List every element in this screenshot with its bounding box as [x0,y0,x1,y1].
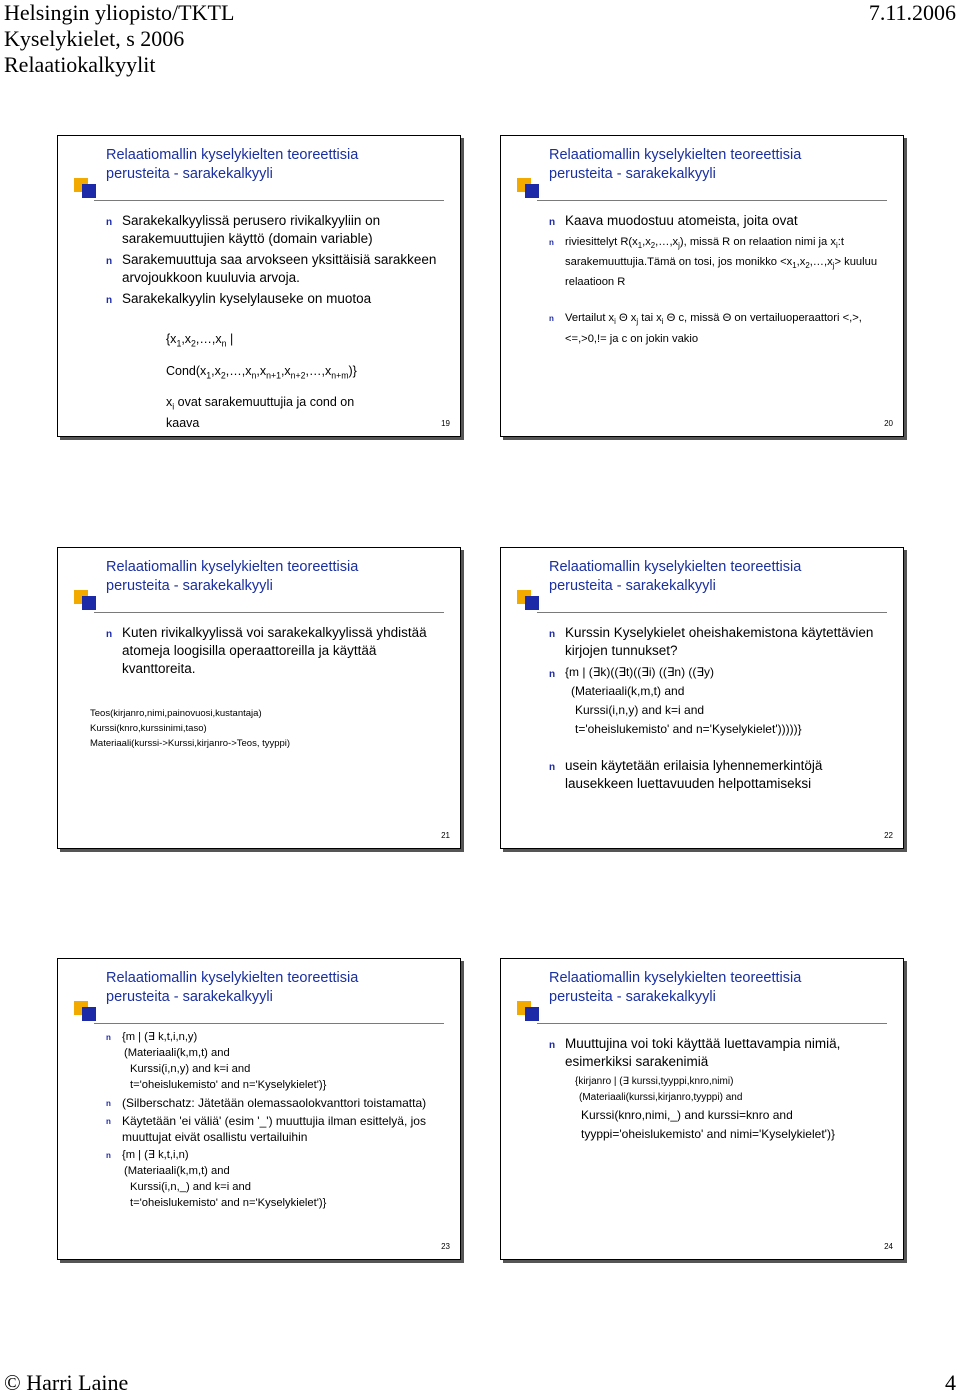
header-title: Kyselykielet, s 2006 [4,26,185,51]
slide-logo-icon [517,178,547,208]
slide-title: Relaatiomallin kyselykielten teoreettisia perusteita - sarakekalkyyli [549,559,802,594]
query-block: {kirjanro | (∃ kurssi,tyyppi,knro,nimi) (Materiaali(kurssi,kirjanro,tyyppi) and [575,1076,743,1103]
slide-body [106,212,446,311]
slide-23 [57,958,461,1260]
title-divider [537,612,887,613]
slide-number: 23 [441,1242,450,1251]
query-bullet: n {m | (∃ k,t,i,n) (Materiaali(k,m,t) and Kurssi(i,n,_) and k=i and t='oheislukemisto' and n='Kyselykielet')} [106,1147,446,1211]
slide-20 [500,135,904,437]
slide-body [106,624,446,681]
slide-logo-icon [517,1001,547,1031]
bullet: n Sarakemuuttuja saa arvokseen yksittäisiä sarakkeen arvojoukkoon kuuluvia arvoja. [106,251,446,287]
sub-bullet: n riviesittelyt $R(x_1,x_2,\dots,x_j)$, missä R on relaation nimi ja $x_i:t$ sarakemuuttujia.Tämä on tosi, jos monikko $<x_1,x_2,\dots,x_j>$ kuuluu relaatioon R [549,234,889,290]
slide-logo-icon [517,590,547,620]
query-bullet: n {m | (∃k)((∃t)((∃i) ((∃n) ((∃y) (Materiaali(k,m,t) and Kurssi(i,n,y) and k=i and t='oheislukemisto' and n='Kyselykielet')))))} [549,663,889,739]
footer-copyright: © Harri Laine [4,1370,129,1395]
bullet: n Kurssin Kyselykielet oheishakemistona käytettävien kirjojen tunnukset? [549,624,889,660]
footer-page-number: 4 [945,1370,956,1395]
title-divider [94,200,444,201]
header-course: Helsingin yliopisto/TKTL [4,0,235,25]
formula-note: $x_i$ ovat sarakemuuttujia ja cond on kaava [166,395,355,430]
slide-body [106,1029,446,1213]
slide-number: 22 [884,831,893,840]
bullet: n Sarakekalkyylin kyselylauseke on muotoa [106,290,446,308]
slide-logo-icon [74,590,104,620]
slide-body [549,1035,889,1144]
schema-list: Teos(kirjanro,nimi,painovuosi,kustantaja) Kurssi(knro,kurssinimi,taso) Materiaali(kurssi->Kurssi,kirjanro->Teos, tyyppi) [90,708,291,749]
formula-head: {$x_1,x_2,\dots,x_n$ | [166,332,234,349]
slide-title: Relaatiomallin kyselykielten teoreettisia perusteita - sarakekalkyyli [106,970,359,1005]
title-divider [537,1023,887,1024]
bullet: n Kaava muodostuu atomeista, joita ovat [549,212,889,230]
slide-number: 19 [441,419,450,428]
slide-number: 24 [884,1242,893,1251]
query-block: Kurssi(knro,nimi,_) and kurssi=knro and tyyppi='oheislukemisto' and nimi='Kyselykielet')} [581,1108,835,1141]
slide-title: Relaatiomallin kyselykielten teoreettisia perusteita - sarakekalkyyli [549,147,802,182]
slide-body [549,624,889,796]
slide-22 [500,547,904,849]
slide-body [549,212,889,349]
slide-title: Relaatiomallin kyselykielten teoreettisia perusteita - sarakekalkyyli [106,559,359,594]
bullet: n Sarakekalkyylissä perusero rivikalkyyliin on sarakemuuttujien käyttö (domain variable) [106,212,446,248]
bullet: n Kuten rivikalkyylissä voi sarakekalkyylissä yhdistää atomeja loogisilla operaattoreilla ja käyttää kvanttoreita. [106,624,446,678]
bullet: n Käytetään 'ei väliä' (esim '_') muuttujia ilman esittelyä, jos muuttujat eivät osallistu vertailuihin [106,1113,446,1145]
title-divider [537,200,887,201]
slide-number: 21 [441,831,450,840]
slide-logo-icon [74,178,104,208]
slide-24 [500,958,904,1260]
slide-19 [57,135,461,437]
slide-title: Relaatiomallin kyselykielten teoreettisia perusteita - sarakekalkyyli [106,147,359,182]
title-divider [94,1023,444,1024]
header-date: 7.11.2006 [868,0,956,25]
bullet: n usein käytetään erilaisia lyhennemerkintöjä lausekkeen luettavuuden helpottamiseksi [549,757,889,793]
bullet: n Muuttujina voi toki käyttää luettavampia nimiä, esimerkiksi sarakenimiä [549,1035,889,1071]
slide-title: Relaatiomallin kyselykielten teoreettisia perusteita - sarakekalkyyli [549,970,802,1005]
bullet: n (Silberschatz: Jätetään olemassaolokvanttori toistamatta) [106,1095,446,1111]
title-divider [94,612,444,613]
query-bullet: n {m | (∃ k,t,i,n,y) (Materiaali(k,m,t) and Kurssi(i,n,y) and k=i and t='oheislukemisto' and n='Kyselykielet')} [106,1029,446,1093]
slide-21 [57,547,461,849]
slide-number: 20 [884,419,893,428]
slide-logo-icon [74,1001,104,1031]
formula-cond: $Cond(x_1,x_2,\dots,x_n,x_{n+1},x_{n+2},\dots,x_{n+m})$} [166,364,357,381]
sub-bullet: n Vertailut $x_i$ Θ $x_j$ tai $x_i$ Θ c, missä Θ on vertailuoperaattori <,>,<=,>0,!= ja c on jokin vakio [549,310,889,346]
header-topic: Relaatiokalkyylit [4,52,156,77]
